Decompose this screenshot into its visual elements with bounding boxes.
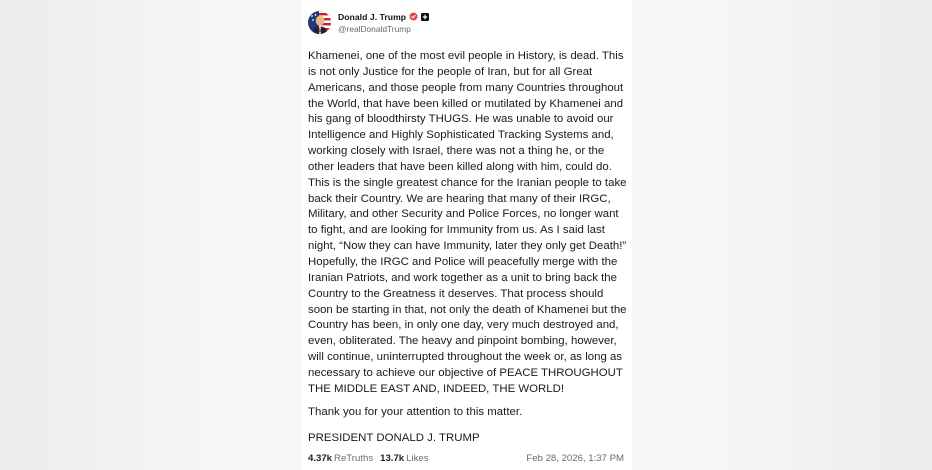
- author-handle[interactable]: @realDonaldTrump: [338, 24, 411, 34]
- post-timestamp[interactable]: Feb 28, 2026, 1:37 PM: [526, 452, 624, 464]
- author-name-row: [338, 10, 429, 23]
- retruths-label: ReTruths: [334, 452, 374, 464]
- retruths-stat[interactable]: [308, 453, 373, 464]
- likes-count: 13.7k: [380, 452, 405, 464]
- post-footer: [308, 451, 624, 465]
- post-header: [308, 10, 429, 34]
- post-paragraph-thanks: Thank you for your attention to this matter.: [308, 406, 523, 418]
- retruths-count: 4.37k: [308, 452, 333, 464]
- author-names: [338, 10, 429, 34]
- author-avatar[interactable]: [308, 11, 331, 34]
- post-signature: PRESIDENT DONALD J. TRUMP: [308, 432, 480, 444]
- verified-badge-icon: [409, 12, 418, 21]
- author-display-name[interactable]: Donald J. Trump: [338, 11, 407, 22]
- post-paragraph-main: Khamenei, one of the most evil people in History, is dead. This is not only Justice for the people of Iran, but for all Great Americans, and those people from many Countries throughout the World, that have been killed or mutilated by Khamenei and his gang of bloodthirsty THUGS. He was unable to avoid our Intelligence and Highly Sophisticated Tracking Systems and, working closely with Israel, there was not a thing he, or the other leaders that have been killed along with him, could do. This is the single greatest chance for the Iranian people to take back their Country. We are hearing that many of their IRGC, Military, and other Security and Police Forces, no longer want to fight, and are looking for Immunity from us. As I said last night, “Now they can have Immunity, later they only get Death!” Hopefully, the IRGC and Police will peacefully merge with the Iranian Patriots, and work together as a unit to bring back the Country to the Greatness it deserves. That process should soon be starting in that, not only the death of Khamenei but the Country has been, in only one day, very much destroyed and, even, obliterated. The heavy and pinpoint bombing, however, will continue, uninterrupted throughout the week or, as long as necessary to achieve our objective of PEACE THROUGHOUT THE MIDDLE EAST AND, INDEED, THE WORLD!: [308, 50, 627, 395]
- post-body: [308, 49, 630, 444]
- post-card: [301, 0, 632, 470]
- likes-label: Likes: [406, 452, 429, 464]
- plus-badge-icon: [421, 13, 429, 21]
- likes-stat[interactable]: [380, 453, 428, 464]
